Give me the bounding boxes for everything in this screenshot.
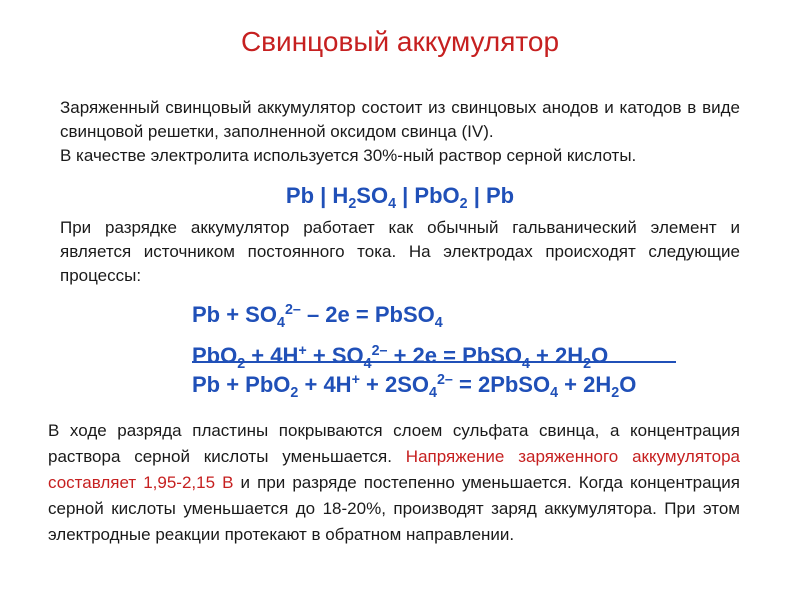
cell-scheme-formula: Pb | $H_2SO_4$ | PbO$_2$ | Pb <box>285 183 515 212</box>
electrode-reactions <box>192 296 680 378</box>
intro-paragraph <box>60 96 740 168</box>
summary-text-2: и при разряде постепенно уменьшается. Когда концентрация серной кислоты уменьшается до 18-20%, производят заряд аккумулятора. При этом электродные реакции протекают в обратном направлении. <box>48 473 740 544</box>
overall-reaction: $Pb + PbO_2 + 4H^+ + 2SO_4^{2-}$ = 2PbSO$_4$ + $2H_2O$ <box>192 372 637 401</box>
reaction-sum-divider <box>192 361 676 363</box>
discharge-summary-paragraph <box>48 418 740 548</box>
intro-text-2: В качестве электролита используется 30%-ный раствор серной кислоты. <box>60 146 637 165</box>
voltage-highlight: Напряжение заряженного аккумулятора составляет 1,95-2,15 В <box>48 447 740 492</box>
anode-reaction: $Pb + SO_4^{2-} - 2e$ = PbSO$_4$ <box>192 301 443 331</box>
discharge-paragraph: При разрядке аккумулятор работает как обычный гальванический элемент и является источником постоянного тока. На электродах происходят следующие процессы: <box>60 218 740 285</box>
slide-title: Свинцовый аккумулятор <box>240 26 560 57</box>
summary-text-1: В ходе разряда пластины покрываются слоем сульфата свинца, а концентрация раствора серной кислоты уменьшается. <box>48 421 740 466</box>
cathode-reaction: $PbO_2 + 4H^+ + SO_4^{2-} + 2e$ = PbSO$_4$ + $2H_2O$ <box>192 342 609 372</box>
intro-text-1: Заряженный свинцовый аккумулятор состоит из свинцовых анодов и катодов в виде свинцовой решетки, заполненной оксидом свинца (IV). <box>60 98 740 141</box>
